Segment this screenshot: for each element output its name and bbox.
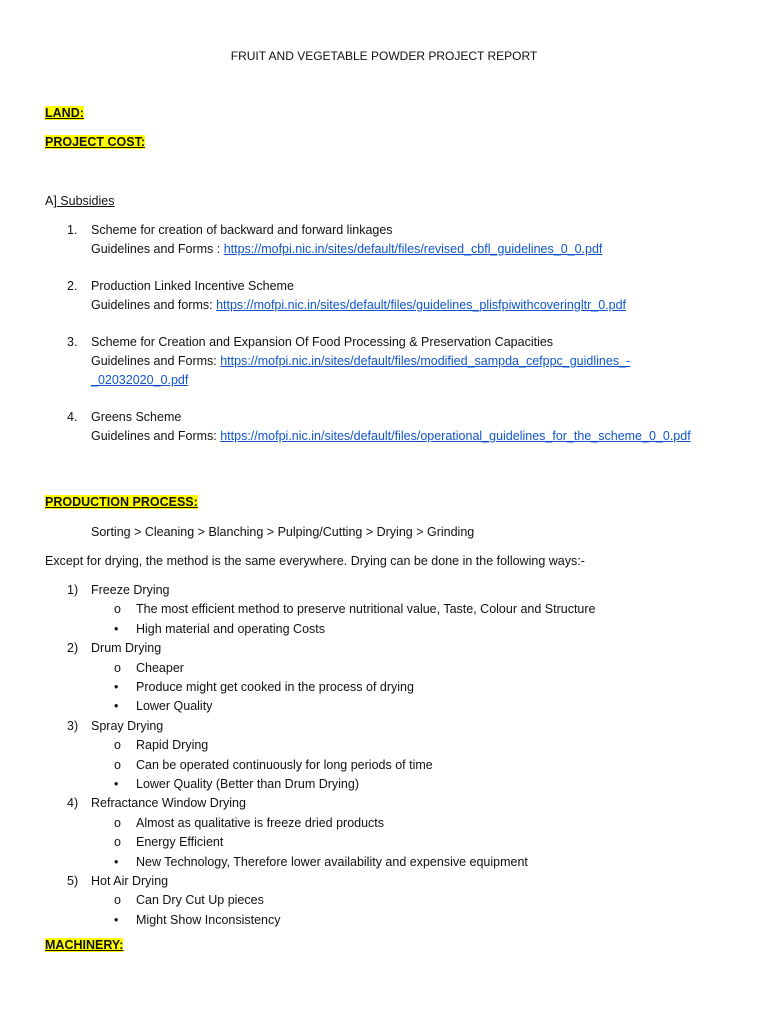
subsidy-item-1-guide-label: Guidelines and Forms : (91, 242, 224, 256)
subsidy-item-1-number: 1. (67, 223, 78, 237)
document-title: FRUIT AND VEGETABLE POWDER PROJECT REPORT (230, 49, 538, 63)
drying-method-point: Can Dry Cut Up pieces (136, 893, 264, 908)
drying-method-point: Energy Efficient (136, 835, 224, 850)
heading-machinery-text: MACHINERY: (45, 938, 124, 952)
subsidy-item-1-name: Scheme for creation of backward and forward linkages (91, 223, 393, 237)
drying-method-name: Drum Drying (91, 641, 162, 656)
subsidy-item-3-guidelines (91, 353, 630, 369)
heading-project-cost-text: PROJECT COST: (45, 135, 146, 149)
hollow-bullet-icon: o (114, 815, 121, 830)
drying-method-point: The most efficient method to preserve nutritional value, Taste, Colour and Structure (136, 602, 596, 617)
drying-method-point: Might Show Inconsistency (136, 912, 281, 927)
subsidy-item-2-name: Production Linked Incentive Scheme (91, 279, 294, 293)
subsidy-item-4-guide-label: Guidelines and Forms: (91, 429, 221, 443)
drying-method-number: 3) (67, 718, 79, 733)
subsidy-item-1-guidelines (91, 241, 602, 257)
heading-production-process-text: PRODUCTION PROCESS: (45, 495, 198, 509)
drying-method-number: 2) (67, 641, 79, 656)
drying-method-point: Rapid Drying (136, 738, 209, 753)
drying-method-point: Cheaper (136, 660, 184, 675)
subsidies-prefix: A] (45, 194, 57, 208)
hollow-bullet-icon: o (114, 893, 121, 908)
bullet-icon: • (114, 680, 119, 694)
bullet-icon: • (114, 621, 119, 636)
drying-method-number: 1) (67, 583, 79, 597)
subsidy-item-2-guidelines (91, 297, 626, 313)
subsidy-item-3-number: 3. (67, 335, 78, 349)
drying-intro: Except for drying, the method is the same everywhere. Drying can be done in the following ways:- (45, 554, 585, 568)
hollow-bullet-icon: o (114, 835, 121, 850)
drying-method-name: Spray Drying (91, 718, 164, 733)
drying-method-point: Can be operated continuously for long periods of time (136, 757, 433, 772)
subsidy-item-3-link[interactable]: https://mofpi.nic.in/sites/default/files/modified_sampda_cefppc_guidlines_- (220, 354, 631, 368)
hollow-bullet-icon: o (114, 738, 121, 753)
subsidy-item-3-link-cont[interactable]: _02032020_0.pdf (91, 373, 189, 387)
subsidy-item-4-link[interactable]: https://mofpi.nic.in/sites/default/files/operational_guidelines_for_the_scheme_0_0.pdf (220, 429, 691, 443)
subsidy-item-3-guide-label: Guidelines and Forms: (91, 354, 221, 368)
subsidy-item-4-number: 4. (67, 410, 78, 424)
bullet-icon: • (114, 854, 119, 869)
drying-method-number: 5) (67, 874, 79, 888)
drying-method-name: Refractance Window Drying (91, 796, 246, 811)
subsidy-item-2-link[interactable]: https://mofpi.nic.in/sites/default/files/guidelines_plisfpiwithcoveringltr_0.pdf (216, 298, 626, 312)
process-flow: Sorting > Cleaning > Blanching > Pulping/Cutting > Drying > Grinding (91, 525, 475, 539)
subsidy-item-2-number: 2. (67, 279, 78, 293)
subsidy-item-1-link[interactable]: https://mofpi.nic.in/sites/default/files/revised_cbfl_guidelines_0_0.pdf (223, 242, 603, 256)
drying-method-point: Almost as qualitative is freeze dried products (136, 815, 385, 830)
subsidy-item-4-name: Greens Scheme (91, 410, 182, 424)
bullet-icon: • (114, 912, 119, 927)
hollow-bullet-icon: o (114, 660, 121, 675)
drying-method-name: Freeze Drying (91, 583, 170, 597)
hollow-bullet-icon: o (114, 757, 121, 772)
subsidies-heading (45, 193, 115, 209)
subsidy-item-3-name: Scheme for Creation and Expansion Of Food Processing & Preservation Capacities (91, 335, 554, 349)
heading-machinery (45, 937, 123, 953)
hollow-bullet-icon: o (114, 602, 121, 617)
heading-land-text: LAND: (45, 106, 84, 120)
drying-method-point: New Technology, Therefore lower availability and expensive equipment (136, 854, 528, 869)
heading-land (45, 105, 84, 121)
drying-method-point: Lower Quality (136, 699, 213, 714)
drying-method-number: 4) (67, 796, 79, 811)
drying-method-point: Produce might get cooked in the process of drying (136, 680, 414, 694)
drying-method-name: Hot Air Drying (91, 874, 169, 888)
heading-project-cost (45, 134, 145, 150)
subsidy-item-4-guidelines (91, 428, 691, 444)
subsidy-item-2-guide-label: Guidelines and forms: (91, 298, 217, 312)
subsidy-item-3-link-continued (91, 372, 188, 388)
drying-method-point: High material and operating Costs (136, 621, 325, 636)
bullet-icon: • (114, 777, 119, 791)
heading-production-process (45, 494, 198, 510)
subsidies-label: Subsidies (56, 194, 115, 208)
drying-method-point: Lower Quality (Better than Drum Drying) (136, 777, 359, 791)
bullet-icon: • (114, 699, 119, 714)
